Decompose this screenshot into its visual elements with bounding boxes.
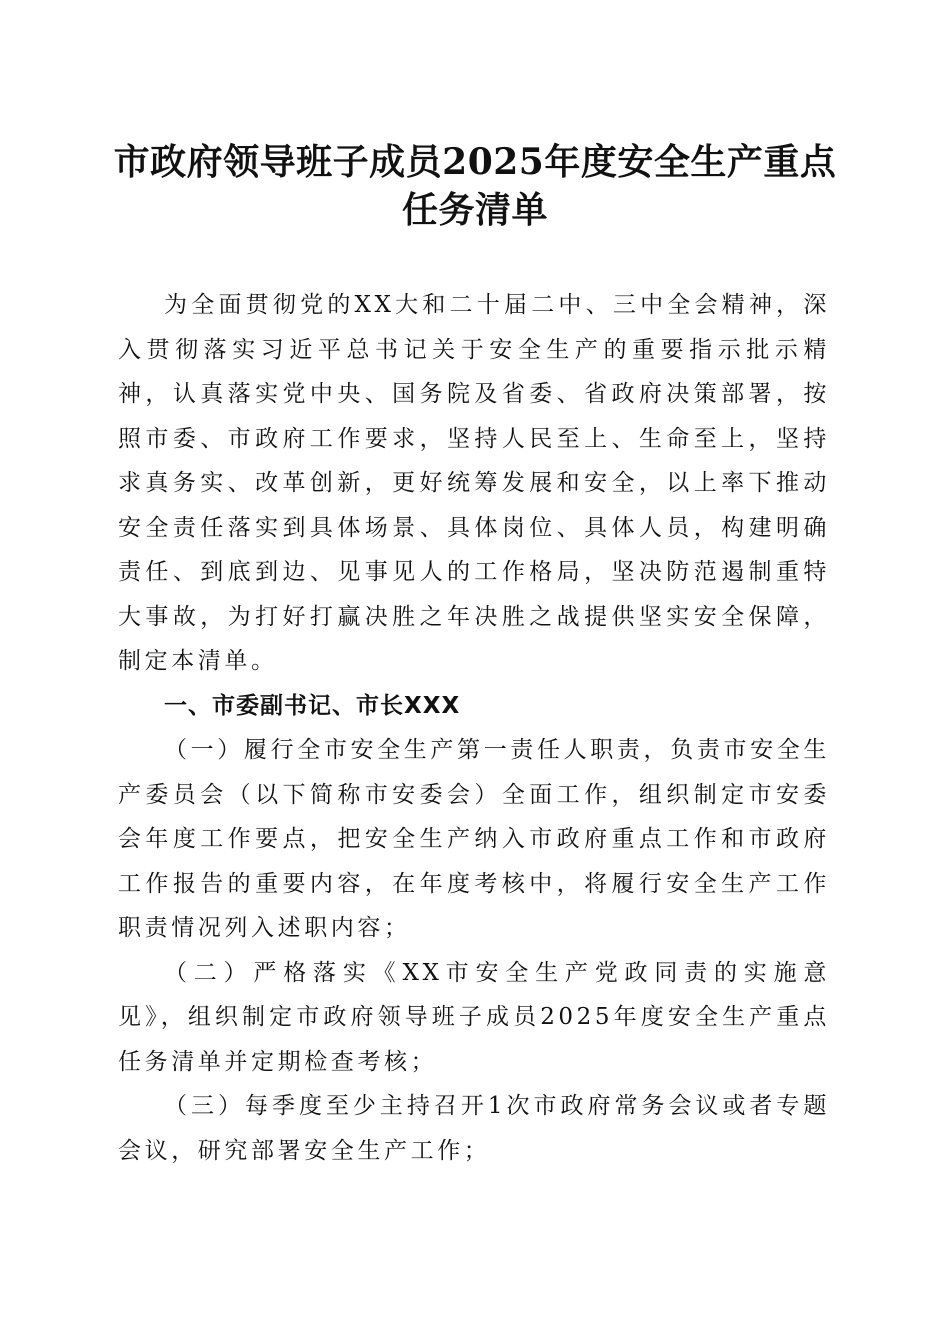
title-line-2: 任务清单 — [401, 189, 548, 231]
document-title — [100, 138, 850, 234]
section-heading-1: 一、市委副书记、市长XXX — [164, 692, 461, 719]
task-item-1: （一）履行全市安全生产第一责任人职责，负责市安全生产委员会（以下简称市安委会）全面工作，组织制定市安委会年度工作要点，把安全生产纳入市政府重点工作和市政府工作报告的重要内容，在年度考核中，将履行安全生产工作职责情况列入述职内容； — [118, 737, 830, 941]
document-body — [118, 283, 830, 1173]
task-item-2: （二）严格落实《XX市安全生产党政同责的实施意见》，组织制定市政府领导班子成员2025年度安全生产重点任务清单并定期检查考核； — [118, 959, 830, 1075]
intro-paragraph: 为全面贯彻党的XX大和二十届二中、三中全会精神，深入贯彻落实习近平总书记关于安全生产的重要指示批示精神，认真落实党中央、国务院及省委、省政府决策部署，按照市委、市政府工作要求，坚持人民至上、生命至上，坚持求真务实、改革创新，更好统筹发展和安全，以上率下推动安全责任落实到具体场景、具体岗位、具体人员，构建明确责任、到底到边、见事见人的工作格局，坚决防范遏制重特大事故，为打好打赢决胜之年决胜之战提供坚实安全保障，制定本清单。 — [118, 292, 830, 674]
task-item-3: （三）每季度至少主持召开1次市政府常务会议或者专题会议，研究部署安全生产工作； — [118, 1093, 830, 1164]
title-line-1: 市政府领导班子成员2025年度安全生产重点 — [113, 141, 837, 183]
